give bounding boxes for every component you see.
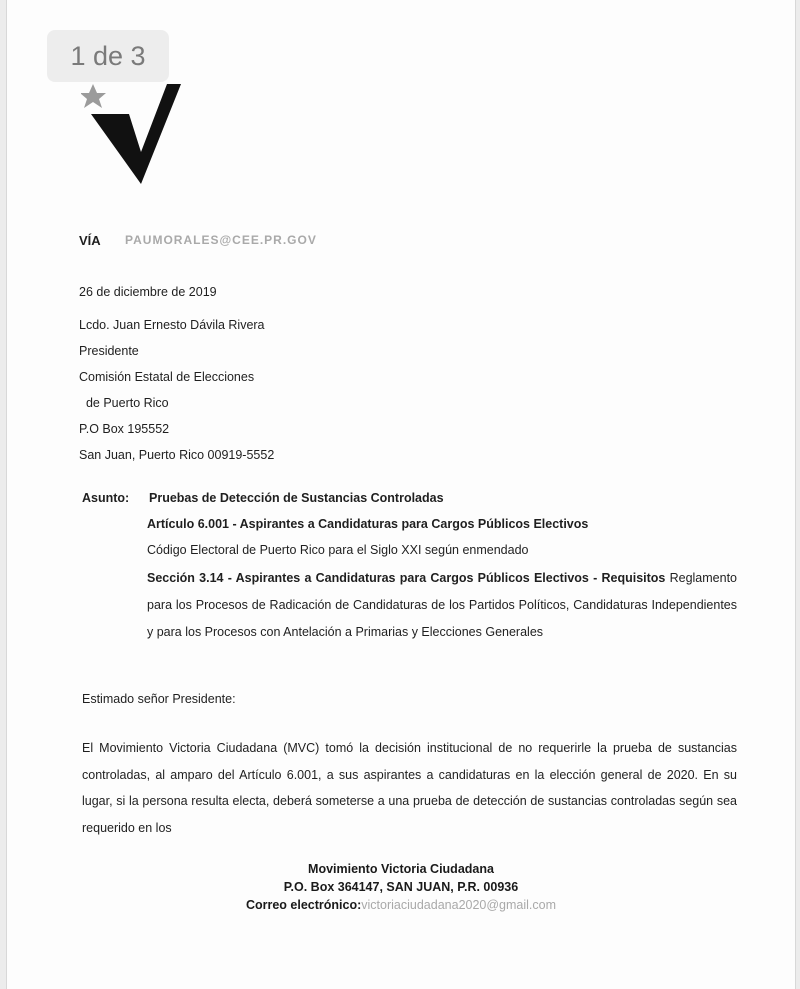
subject-regulation <box>147 565 737 646</box>
body-paragraph: El Movimiento Victoria Ciudadana (MVC) tomó la decisión institucional de no requerirle la prueba de sustancias controladas, al amparo del Artículo 6.001, a sus aspirantes a candidaturas en la elección general de 2020. En su lugar, si la persona resulta electa, deberá someterse a una prueba de detección de sustancias controladas según sea requerido en los <box>82 741 737 835</box>
v-mark-icon <box>91 84 181 184</box>
via-label: VÍA <box>79 233 101 248</box>
recipient-line: Lcdo. Juan Ernesto Dávila Rivera <box>79 318 265 332</box>
document-page <box>6 0 796 989</box>
footer-org: Movimiento Victoria Ciudadana <box>308 862 494 876</box>
footer-email-label: Correo electrónico: <box>245 898 362 912</box>
subject-line: Pruebas de Detección de Sustancias Controladas <box>149 491 444 505</box>
recipient-line: P.O Box 195552 <box>79 422 170 436</box>
subject-line: Código Electoral de Puerto Rico para el Siglo XXI según enmendado <box>147 543 529 557</box>
footer-contact <box>7 898 795 912</box>
subject-line: Artículo 6.001 - Aspirantes a Candidaturas para Cargos Públicos Electivos <box>147 517 589 531</box>
subject-label: Asunto: <box>82 491 130 505</box>
page-indicator: 1 de 3 <box>47 30 169 82</box>
letter-date: 26 de diciembre de 2019 <box>79 285 217 299</box>
via-email: PAUMORALES@CEE.PR.GOV <box>125 233 317 247</box>
salutation: Estimado señor Presidente: <box>82 692 236 706</box>
footer-email[interactable]: victoriaciudadana2020@gmail.com <box>361 898 557 912</box>
star-icon <box>81 84 106 108</box>
footer-address: P.O. Box 364147, SAN JUAN, P.R. 00936 <box>283 880 519 894</box>
subject-section: Sección 3.14 - Aspirantes a Candidaturas para Cargos Públicos Electivos - Requisitos <box>147 571 666 585</box>
subject-regulation-text: Reglamento para los Procesos de Radicación de Candidaturas de los Partidos Políticos, Candidaturas Independientes y para los Procesos con Antelación a Primarias y Elecciones Generales <box>147 571 737 639</box>
recipient-line: San Juan, Puerto Rico 00919-5552 <box>79 448 275 462</box>
recipient-line: Comisión Estatal de Elecciones <box>79 370 255 384</box>
recipient-line: de Puerto Rico <box>79 396 169 410</box>
recipient-line: Presidente <box>79 344 139 358</box>
movement-logo <box>81 80 191 190</box>
